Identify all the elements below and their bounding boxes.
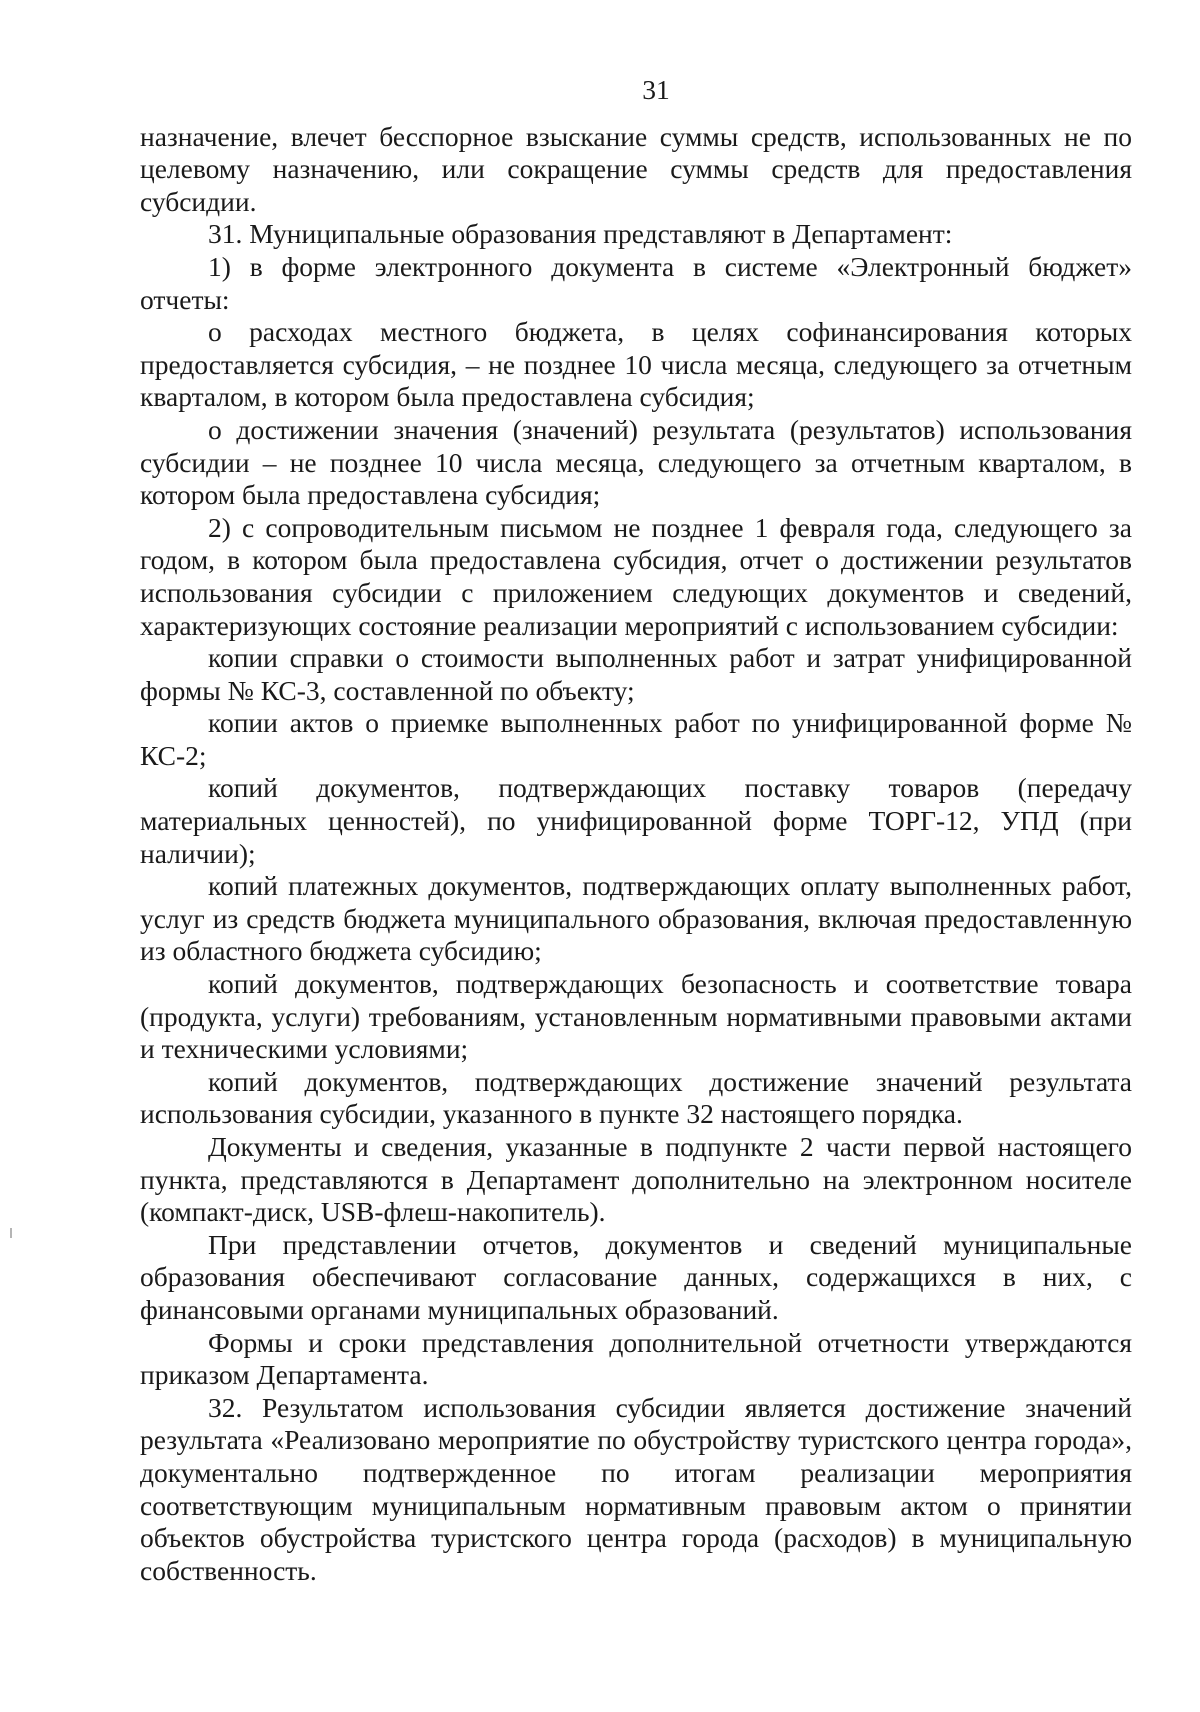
paragraph-doc-safety: копий документов, подтверждающих безопасность и соответствие товара (продукта, услуги) требованиям, установленным нормативными правовыми актами и техническими условиями; — [140, 968, 1132, 1065]
paragraph-subitem-1: 1) в форме электронного документа в системе «Электронный бюджет» отчеты: — [140, 250, 1132, 315]
page-number: 31 — [642, 74, 670, 105]
paragraph-report-local-budget: о расходах местного бюджета, в целях софинансирования которых предоставляется субсидия, – не позднее 10 числа месяца, следующего за отчетным кварталом, в котором была предоставлена субсидия; — [140, 316, 1132, 413]
paragraph-item-32: 32. Результатом использования субсидии является достижение значений результата «Реализовано мероприятие по обустройству туристского центра города», документально подтвержденное по итогам реализации мероприятия соответствующим муниципальным нормативным правовым актом о принятии объектов обустройства туристского центра города (расходов) в муниципальную собственность. — [140, 1391, 1132, 1586]
paragraph-continuation: назначение, влечет бесспорное взыскание суммы средств, использованных не по целевому назначению, или сокращение суммы средств для предоставления субсидии. — [140, 120, 1132, 217]
paragraph-subitem-2: 2) с сопроводительным письмом не позднее 1 февраля года, следующего за годом, в котором была предоставлена субсидия, отчет о достижении результатов использования субсидии с приложением следующих документов и сведений, характеризующих состояние реализации мероприятий с использованием субсидии: — [140, 511, 1132, 641]
paragraph-doc-results: копий документов, подтверждающих достижение значений результата использования субсидии, указанного в пункте 32 настоящего порядка. — [140, 1065, 1132, 1130]
paragraph-electronic-media: Документы и сведения, указанные в подпункте 2 части первой настоящего пункта, представляются в Департамент дополнительно на электронном носителе (компакт-диск, USB-флеш-накопитель). — [140, 1131, 1132, 1228]
paragraph-doc-ks2: копии актов о приемке выполненных работ по унифицированной форме № КС-2; — [140, 707, 1132, 771]
paragraph-forms-deadlines: Формы и сроки представления дополнительной отчетности утверждаются приказом Департамента. — [140, 1326, 1132, 1391]
paragraph-doc-payments: копий платежных документов, подтверждающих оплату выполненных работ, услуг из средств бюджета муниципального образования, включая предоставленную из областного бюджета субсидию; — [140, 870, 1132, 967]
paragraph-doc-ks3: копии справки о стоимости выполненных работ и затрат унифицированной формы № КС-3, составленной по объекту; — [140, 642, 1132, 706]
paragraph-report-results: о достижении значения (значений) результата (результатов) использования субсидии – не позднее 10 числа месяца, следующего за отчетным кварталом, в котором была предоставлена субсидия; — [140, 413, 1132, 511]
scan-artifact — [10, 1228, 12, 1238]
paragraph-coordination: При представлении отчетов, документов и сведений муниципальные образования обеспечивают согласование данных, содержащихся в них, с финансовыми органами муниципальных образований. — [140, 1228, 1132, 1325]
paragraph-doc-torg12: копий документов, подтверждающих поставку товаров (передачу материальных ценностей), по унифицированной форме ТОРГ-12, УПД (при наличии); — [140, 772, 1132, 869]
paragraph-item-31: 31. Муниципальные образования представляют в Департамент: — [208, 218, 953, 250]
document-page — [140, 74, 1132, 1587]
